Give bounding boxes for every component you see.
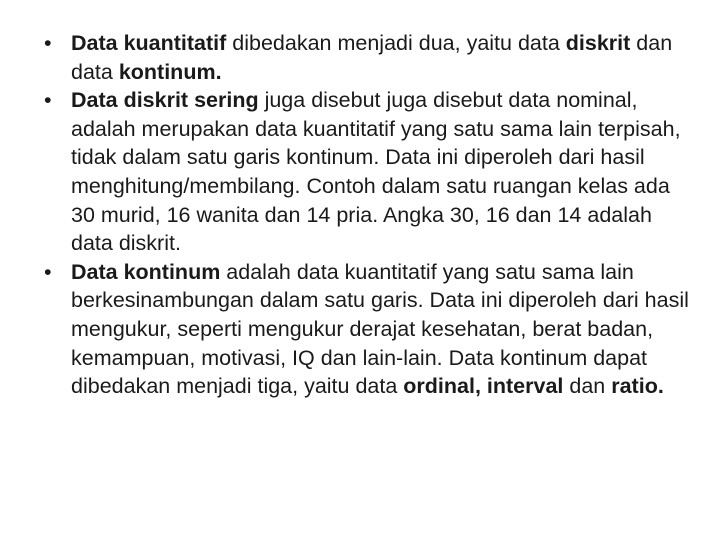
bullet-item-data-kontinum [44, 258, 694, 401]
bullet-item-data-diskrit [44, 86, 694, 258]
term-ordinal-interval: ordinal, interval [403, 374, 564, 399]
bullet-text: dan data [71, 31, 673, 84]
bullet-dot-icon: • [44, 31, 52, 55]
term-data-kontinum: Data kontinum [71, 259, 221, 284]
bullet-dot-icon: • [44, 88, 52, 113]
term-kontinum: kontinum. [118, 59, 222, 84]
term-data-kuantitatif: Data kuantitatif [71, 31, 227, 55]
bullet-item-data-kuantitatif [44, 29, 694, 86]
term-data-diskrit-sering: Data diskrit sering [71, 88, 259, 113]
term-ratio: ratio. [611, 374, 664, 399]
bullet-text: dan [563, 374, 612, 399]
bullet-text: juga disebut juga disebut data nominal, adalah merupakan data kuantitatif yang satu sama lain terpisah, tidak dalam satu garis kontinum. Data ini diperoleh dari hasil menghitung/membilang. Contoh dalam satu ruangan kelas ada 30 murid, 16 wanita dan 14 pria. Angka 30, 16 dan 14 adalah data diskrit. [71, 88, 681, 256]
bullet-dot-icon: • [44, 259, 52, 284]
bullet-text: dibedakan menjadi dua, yaitu data [226, 31, 566, 55]
term-diskrit: diskrit [565, 31, 631, 55]
bullet-text: adalah data kuantitatif yang satu sama lain berkesinambungan dalam satu garis. Data ini diperoleh dari hasil mengukur, seperti mengukur derajat kesehatan, berat badan, kemampuan, motivasi, IQ dan lain-lain. Data kontinum dapat dibedakan menjadi tiga, yaitu data [71, 259, 689, 399]
bullet-list [44, 29, 694, 401]
